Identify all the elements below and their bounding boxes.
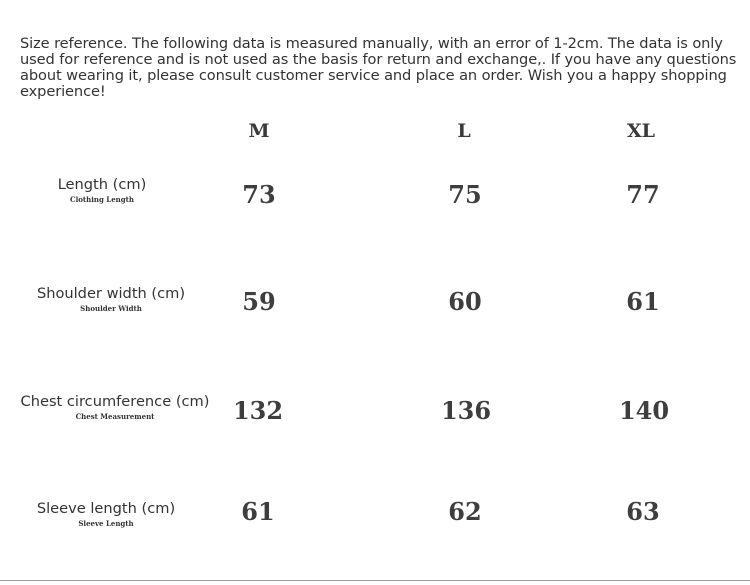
cell-shoulder-xl: 61: [626, 287, 660, 316]
cell-shoulder-l: 60: [448, 287, 482, 316]
row-label-length: [0, 176, 207, 205]
cell-sleeve-xl: 63: [626, 497, 660, 526]
cell-chest-l: 136: [440, 396, 492, 425]
row-label-main: Sleeve length (cm): [36, 500, 176, 517]
cell-sleeve-l: 62: [448, 497, 482, 526]
row-label-sub: Chest Measurement: [75, 412, 155, 421]
size-reference-note: Size reference. The following data is measured manually, with an error of 1-2cm. The data is only used for reference and is not used as the basis for return and exchange,. If you have any questions about wearing it, please consult customer service and place an order. Wish you a happy shopping experience!: [20, 35, 737, 100]
row-label-sub: Sleeve Length: [78, 519, 134, 528]
row-label-sleeve: [1, 500, 211, 529]
row-label-chest: [10, 393, 220, 422]
row-label-main: Length (cm): [57, 176, 147, 193]
size-header-xl: XL: [626, 120, 656, 142]
cell-length-m: 73: [242, 180, 276, 209]
cell-length-xl: 77: [626, 180, 660, 209]
row-label-main: Chest circumference (cm): [20, 393, 210, 410]
bottom-divider: [0, 580, 750, 581]
row-label-main: Shoulder width (cm): [36, 285, 186, 302]
cell-sleeve-m: 61: [241, 497, 275, 526]
row-label-shoulder: [6, 285, 216, 314]
size-header-l: L: [457, 120, 471, 142]
size-header-m: M: [248, 120, 270, 142]
row-label-sub: Shoulder Width: [80, 304, 142, 313]
cell-chest-xl: 140: [618, 396, 670, 425]
cell-chest-m: 132: [232, 396, 284, 425]
row-label-sub: Clothing Length: [70, 195, 134, 204]
cell-length-l: 75: [448, 180, 482, 209]
cell-shoulder-m: 59: [242, 287, 276, 316]
